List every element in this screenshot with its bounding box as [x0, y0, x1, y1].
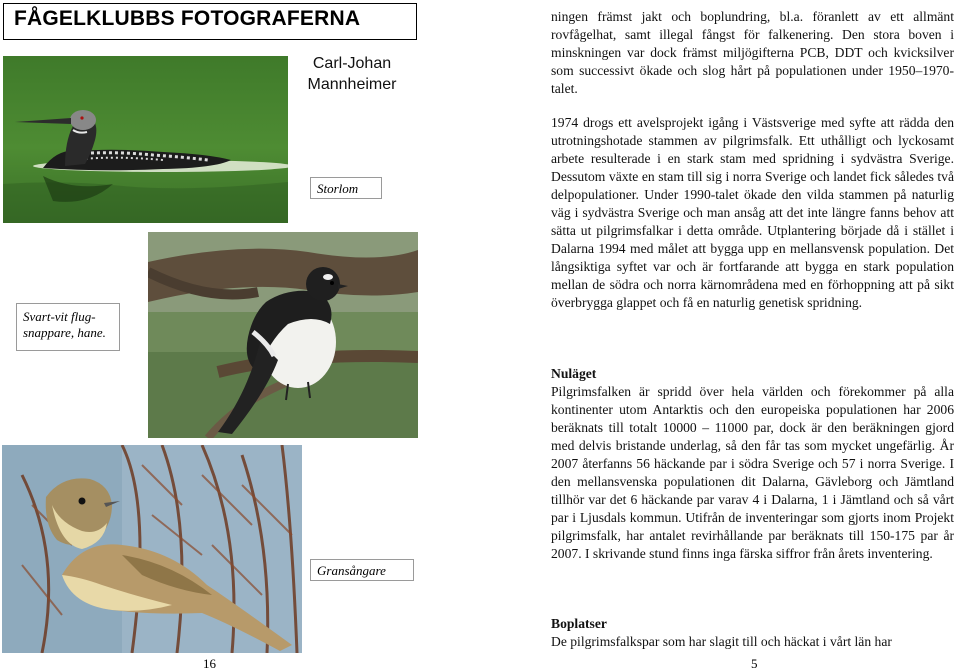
right-page-number: 5	[751, 656, 758, 671]
intro-paragraph: ningen främst jakt och boplundring, bl.a. föranlett av ett allmänt rovfågelhat, samt illegal fångst för falkenering. Den stora boven i minskningen var dock främst miljögifterna PCB, DDT och kvicksilver som successivt ökade och slog hårt på populationen under 1950–1970-talet.	[551, 9, 954, 96]
flycatcher-photo	[148, 232, 418, 438]
article-body-2	[551, 114, 954, 312]
status-heading: Nuläget	[551, 366, 597, 381]
flycatcher-illustration	[148, 232, 418, 438]
status-paragraph: Pilgrimsfalken är spridd över hela världen och förekommer på alla kontinenter utom Antarktis och den europeiska populationen har 2006 beräknats till totalt 10000 – 11000 par, dock är den beräkningen gjord med delvis bristande underlag, så den får tas som mycket ungefärlig. År 2007 återfanns 56 häckande par i södra Sverige och 57 i norra Sverige. I den mellansvenska populationen dit Dalarna, Gävleborg och Jämtland tillhör var det 6 häckande par varav 4 i Dalarna, 1 i Jämtland och så vårt par i Ljusdals kommun. Utifrån de inventeringar som gjorts inom Projekt pilgrimsfalk, har antalet revirhållande par beräknats till 150-175 par år 2007. I skrivande stund finns inga färska siffror från årets inventering.	[551, 384, 954, 561]
warbler-illustration	[2, 445, 302, 653]
magazine-title: FÅGELKLUBBS FOTOGRAFERNA	[14, 7, 361, 30]
loon-illustration	[3, 56, 288, 223]
loon-caption: Storlom	[310, 177, 382, 199]
nests-paragraph: De pilgrimsfalkspar som har slagit till och häckat i vårt län har	[551, 634, 892, 649]
article-section-status	[551, 365, 954, 563]
left-page-number: 16	[203, 656, 216, 671]
loon-photo	[3, 56, 288, 223]
article-section-nests	[551, 615, 954, 651]
author-name: Carl-Johan Mannheimer	[307, 55, 397, 93]
breeding-project-paragraph: 1974 drogs ett avelsprojekt igång i Västsverige med syfte att rädda den utrotningshotade stammen av pilgrimsfalk. Ett uthålligt och lyckosamt arbete resulterade i en stark stam med spridning i sydvästra Sverige. Dessutom växte en stam till sig i norra Sverige och landet fick således två delpopulationer. Under 1990-talet ökade den vilda stammen på naturlig väg i sydvästra Sverige och man ansåg att det inte längre fanns behov att sätta ut pilgrimsfalkar i detta område. Utplantering började då i stället i Dalarna 1994 med målet att bygga upp en mellansvensk population. Det långsiktiga syftet var och är fortfarande att bygga en stark population mellan de södra och norra kärnområdena med en förhoppning att på sikt överbrygga glappet och få en naturlig genetisk spridning.	[551, 115, 954, 310]
warbler-caption: Gransångare	[310, 559, 414, 581]
warbler-photo	[2, 445, 302, 653]
article-intro	[551, 8, 954, 98]
flycatcher-caption: Svart-vit flug-snappare, hane.	[16, 303, 120, 351]
nests-heading: Boplatser	[551, 616, 607, 631]
